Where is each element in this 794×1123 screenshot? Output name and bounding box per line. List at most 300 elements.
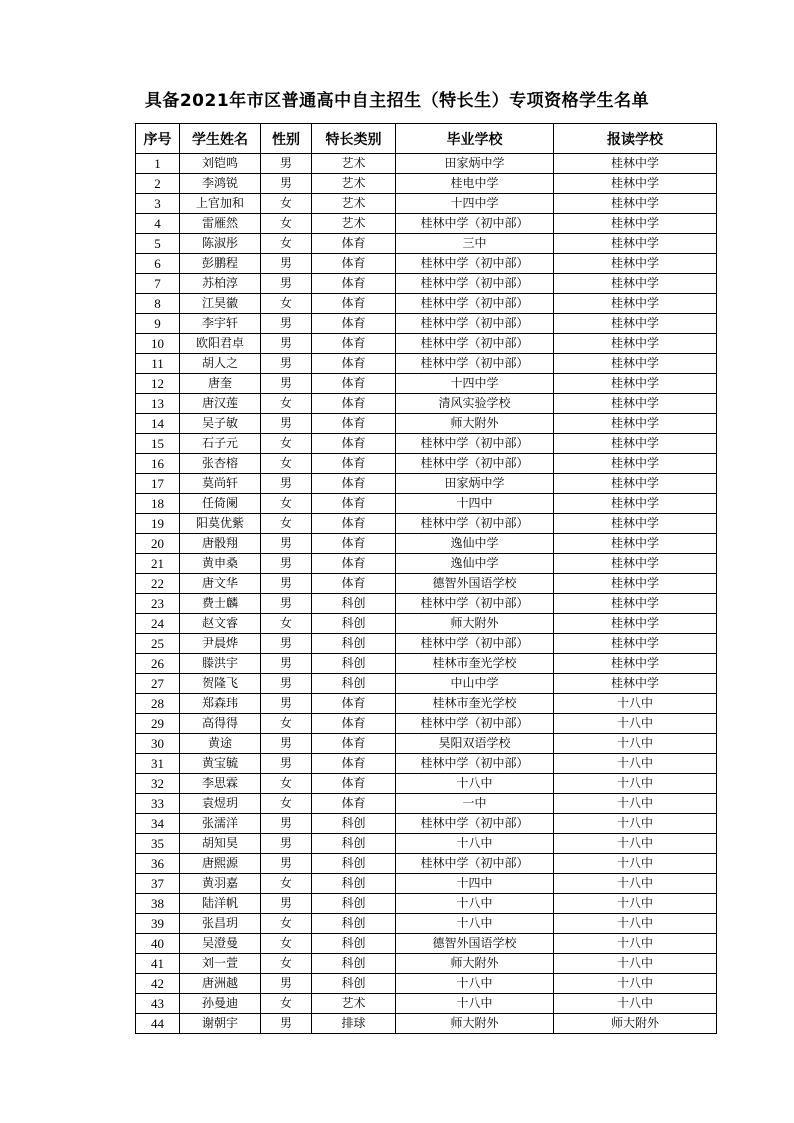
row-index-cell: 18 <box>136 494 180 514</box>
specialty-cell: 体育 <box>312 494 396 514</box>
applied-school-cell: 桂林中学 <box>554 174 717 194</box>
column-header-specialty: 特长类别 <box>312 124 396 154</box>
table-row <box>136 294 717 314</box>
gender-cell: 男 <box>261 814 312 834</box>
gender-cell: 女 <box>261 514 312 534</box>
applied-school-cell: 桂林中学 <box>554 614 717 634</box>
row-index-cell: 23 <box>136 594 180 614</box>
applied-school-cell: 十八中 <box>554 954 717 974</box>
specialty-cell: 体育 <box>312 734 396 754</box>
graduated-school-cell: 清风实验学校 <box>396 394 554 414</box>
gender-cell: 男 <box>261 414 312 434</box>
applied-school-cell: 十八中 <box>554 774 717 794</box>
applied-school-cell: 桂林中学 <box>554 274 717 294</box>
gender-cell: 女 <box>261 494 312 514</box>
table-row <box>136 974 717 994</box>
row-index-cell: 5 <box>136 234 180 254</box>
graduated-school-cell: 桂林中学（初中部） <box>396 594 554 614</box>
gender-cell: 男 <box>261 1014 312 1034</box>
gender-cell: 女 <box>261 794 312 814</box>
table-row <box>136 154 717 174</box>
graduated-school-cell: 师大附外 <box>396 614 554 634</box>
applied-school-cell: 桂林中学 <box>554 234 717 254</box>
graduated-school-cell: 昊阳双语学校 <box>396 734 554 754</box>
row-index-cell: 12 <box>136 374 180 394</box>
gender-cell: 男 <box>261 554 312 574</box>
gender-cell: 男 <box>261 354 312 374</box>
student-name-cell: 阳莫优紫 <box>180 514 261 534</box>
graduated-school-cell: 一中 <box>396 794 554 814</box>
row-index-cell: 16 <box>136 454 180 474</box>
applied-school-cell: 桂林中学 <box>554 494 717 514</box>
row-index-cell: 36 <box>136 854 180 874</box>
row-index-cell: 1 <box>136 154 180 174</box>
gender-cell: 女 <box>261 214 312 234</box>
specialty-cell: 科创 <box>312 594 396 614</box>
graduated-school-cell: 德智外国语学校 <box>396 934 554 954</box>
gender-cell: 女 <box>261 194 312 214</box>
table-row <box>136 774 717 794</box>
graduated-school-cell: 桂林中学（初中部） <box>396 754 554 774</box>
row-index-cell: 13 <box>136 394 180 414</box>
specialty-cell: 体育 <box>312 394 396 414</box>
student-name-cell: 胡人之 <box>180 354 261 374</box>
graduated-school-cell: 桂电中学 <box>396 174 554 194</box>
graduated-school-cell: 逸仙中学 <box>396 534 554 554</box>
student-name-cell: 唐熙源 <box>180 854 261 874</box>
table-row <box>136 674 717 694</box>
header-row <box>136 124 717 154</box>
applied-school-cell: 桂林中学 <box>554 534 717 554</box>
student-name-cell: 雷雁然 <box>180 214 261 234</box>
student-name-cell: 黄途 <box>180 734 261 754</box>
applied-school-cell: 桂林中学 <box>554 434 717 454</box>
applied-school-cell: 桂林中学 <box>554 314 717 334</box>
table-row <box>136 794 717 814</box>
student-name-cell: 上官加和 <box>180 194 261 214</box>
student-name-cell: 江昊徽 <box>180 294 261 314</box>
specialty-cell: 体育 <box>312 714 396 734</box>
gender-cell: 男 <box>261 834 312 854</box>
specialty-cell: 体育 <box>312 414 396 434</box>
specialty-cell: 体育 <box>312 454 396 474</box>
student-name-cell: 刘铠鸣 <box>180 154 261 174</box>
table-row <box>136 954 717 974</box>
table-row <box>136 914 717 934</box>
table-row <box>136 854 717 874</box>
graduated-school-cell: 十八中 <box>396 834 554 854</box>
applied-school-cell: 十八中 <box>554 874 717 894</box>
row-index-cell: 40 <box>136 934 180 954</box>
graduated-school-cell: 十四中学 <box>396 194 554 214</box>
applied-school-cell: 桂林中学 <box>554 554 717 574</box>
applied-school-cell: 十八中 <box>554 854 717 874</box>
row-index-cell: 26 <box>136 654 180 674</box>
table-row <box>136 874 717 894</box>
specialty-cell: 艺术 <box>312 174 396 194</box>
gender-cell: 女 <box>261 874 312 894</box>
student-name-cell: 李宇轩 <box>180 314 261 334</box>
specialty-cell: 体育 <box>312 554 396 574</box>
student-name-cell: 谢朝宇 <box>180 1014 261 1034</box>
specialty-cell: 体育 <box>312 334 396 354</box>
gender-cell: 男 <box>261 314 312 334</box>
student-name-cell: 吴澄曼 <box>180 934 261 954</box>
student-name-cell: 赵文睿 <box>180 614 261 634</box>
row-index-cell: 39 <box>136 914 180 934</box>
gender-cell: 男 <box>261 974 312 994</box>
specialty-cell: 体育 <box>312 794 396 814</box>
row-index-cell: 35 <box>136 834 180 854</box>
applied-school-cell: 十八中 <box>554 754 717 774</box>
table-row <box>136 454 717 474</box>
table-row <box>136 214 717 234</box>
graduated-school-cell: 十八中 <box>396 894 554 914</box>
gender-cell: 男 <box>261 654 312 674</box>
gender-cell: 男 <box>261 534 312 554</box>
specialty-cell: 体育 <box>312 294 396 314</box>
graduated-school-cell: 十四中 <box>396 494 554 514</box>
graduated-school-cell: 中山中学 <box>396 674 554 694</box>
applied-school-cell: 桂林中学 <box>554 634 717 654</box>
student-name-cell: 唐奎 <box>180 374 261 394</box>
table-row <box>136 334 717 354</box>
row-index-cell: 25 <box>136 634 180 654</box>
student-name-cell: 陈淑彤 <box>180 234 261 254</box>
column-header-index: 序号 <box>136 124 180 154</box>
table-row <box>136 834 717 854</box>
student-name-cell: 唐文华 <box>180 574 261 594</box>
specialty-cell: 科创 <box>312 654 396 674</box>
table-row <box>136 354 717 374</box>
specialty-cell: 体育 <box>312 754 396 774</box>
graduated-school-cell: 三中 <box>396 234 554 254</box>
specialty-cell: 体育 <box>312 774 396 794</box>
student-name-cell: 陆洋帆 <box>180 894 261 914</box>
student-name-cell: 石子元 <box>180 434 261 454</box>
specialty-cell: 体育 <box>312 374 396 394</box>
table-row <box>136 274 717 294</box>
specialty-cell: 科创 <box>312 634 396 654</box>
applied-school-cell: 桂林中学 <box>554 334 717 354</box>
applied-school-cell: 桂林中学 <box>554 654 717 674</box>
applied-school-cell: 桂林中学 <box>554 214 717 234</box>
specialty-cell: 艺术 <box>312 154 396 174</box>
row-index-cell: 43 <box>136 994 180 1014</box>
student-name-cell: 唐洲越 <box>180 974 261 994</box>
graduated-school-cell: 桂林中学（初中部） <box>396 274 554 294</box>
graduated-school-cell: 桂林中学（初中部） <box>396 334 554 354</box>
row-index-cell: 31 <box>136 754 180 774</box>
table-row <box>136 374 717 394</box>
row-index-cell: 33 <box>136 794 180 814</box>
graduated-school-cell: 田家炳中学 <box>396 474 554 494</box>
row-index-cell: 2 <box>136 174 180 194</box>
graduated-school-cell: 桂林市奎光学校 <box>396 654 554 674</box>
applied-school-cell: 十八中 <box>554 934 717 954</box>
gender-cell: 女 <box>261 454 312 474</box>
gender-cell: 女 <box>261 614 312 634</box>
column-header-applied-school: 报读学校 <box>554 124 717 154</box>
column-header-gender: 性别 <box>261 124 312 154</box>
graduated-school-cell: 桂林中学（初中部） <box>396 294 554 314</box>
table-row <box>136 514 717 534</box>
table-row <box>136 474 717 494</box>
table-row <box>136 654 717 674</box>
applied-school-cell: 桂林中学 <box>554 154 717 174</box>
table-row <box>136 814 717 834</box>
gender-cell: 男 <box>261 694 312 714</box>
specialty-cell: 艺术 <box>312 994 396 1014</box>
table-row <box>136 754 717 774</box>
gender-cell: 男 <box>261 334 312 354</box>
student-name-cell: 郑森玮 <box>180 694 261 714</box>
graduated-school-cell: 桂林中学（初中部） <box>396 634 554 654</box>
table-row <box>136 554 717 574</box>
table-row <box>136 714 717 734</box>
applied-school-cell: 十八中 <box>554 794 717 814</box>
table-row <box>136 994 717 1014</box>
applied-school-cell: 桂林中学 <box>554 354 717 374</box>
specialty-cell: 排球 <box>312 1014 396 1034</box>
table-row <box>136 594 717 614</box>
table-row <box>136 194 717 214</box>
gender-cell: 女 <box>261 234 312 254</box>
student-name-cell: 吴子敏 <box>180 414 261 434</box>
applied-school-cell: 十八中 <box>554 714 717 734</box>
graduated-school-cell: 十八中 <box>396 994 554 1014</box>
gender-cell: 男 <box>261 254 312 274</box>
specialty-cell: 体育 <box>312 434 396 454</box>
specialty-cell: 科创 <box>312 854 396 874</box>
row-index-cell: 24 <box>136 614 180 634</box>
specialty-cell: 艺术 <box>312 194 396 214</box>
row-index-cell: 30 <box>136 734 180 754</box>
graduated-school-cell: 桂林中学（初中部） <box>396 314 554 334</box>
row-index-cell: 41 <box>136 954 180 974</box>
specialty-cell: 科创 <box>312 874 396 894</box>
table-row <box>136 894 717 914</box>
graduated-school-cell: 十八中 <box>396 914 554 934</box>
row-index-cell: 11 <box>136 354 180 374</box>
table-row <box>136 734 717 754</box>
applied-school-cell: 十八中 <box>554 834 717 854</box>
student-name-cell: 袁煜玥 <box>180 794 261 814</box>
column-header-graduated-school: 毕业学校 <box>396 124 554 154</box>
student-name-cell: 李思霖 <box>180 774 261 794</box>
table-row <box>136 394 717 414</box>
graduated-school-cell: 德智外国语学校 <box>396 574 554 594</box>
row-index-cell: 42 <box>136 974 180 994</box>
applied-school-cell: 桂林中学 <box>554 454 717 474</box>
student-name-cell: 莫尚轩 <box>180 474 261 494</box>
student-name-cell: 张杏榕 <box>180 454 261 474</box>
specialty-cell: 体育 <box>312 574 396 594</box>
applied-school-cell: 十八中 <box>554 994 717 1014</box>
applied-school-cell: 桂林中学 <box>554 674 717 694</box>
applied-school-cell: 十八中 <box>554 734 717 754</box>
specialty-cell: 体育 <box>312 354 396 374</box>
gender-cell: 女 <box>261 394 312 414</box>
student-name-cell: 黄申桑 <box>180 554 261 574</box>
row-index-cell: 27 <box>136 674 180 694</box>
specialty-cell: 科创 <box>312 974 396 994</box>
row-index-cell: 20 <box>136 534 180 554</box>
table-row <box>136 434 717 454</box>
graduated-school-cell: 逸仙中学 <box>396 554 554 574</box>
applied-school-cell: 十八中 <box>554 814 717 834</box>
row-index-cell: 44 <box>136 1014 180 1034</box>
row-index-cell: 6 <box>136 254 180 274</box>
graduated-school-cell: 桂林中学（初中部） <box>396 454 554 474</box>
applied-school-cell: 桂林中学 <box>554 394 717 414</box>
table-row <box>136 534 717 554</box>
specialty-cell: 体育 <box>312 254 396 274</box>
student-name-cell: 黄宝毓 <box>180 754 261 774</box>
table-row <box>136 934 717 954</box>
applied-school-cell: 桂林中学 <box>554 414 717 434</box>
applied-school-cell: 桂林中学 <box>554 254 717 274</box>
row-index-cell: 9 <box>136 314 180 334</box>
applied-school-cell: 桂林中学 <box>554 474 717 494</box>
row-index-cell: 3 <box>136 194 180 214</box>
gender-cell: 男 <box>261 154 312 174</box>
gender-cell: 女 <box>261 994 312 1014</box>
row-index-cell: 29 <box>136 714 180 734</box>
student-name-cell: 黄羽嘉 <box>180 874 261 894</box>
row-index-cell: 32 <box>136 774 180 794</box>
gender-cell: 女 <box>261 954 312 974</box>
row-index-cell: 14 <box>136 414 180 434</box>
student-name-cell: 唐汉莲 <box>180 394 261 414</box>
gender-cell: 女 <box>261 294 312 314</box>
gender-cell: 男 <box>261 854 312 874</box>
student-name-cell: 张昌玥 <box>180 914 261 934</box>
gender-cell: 男 <box>261 174 312 194</box>
graduated-school-cell: 桂林中学（初中部） <box>396 814 554 834</box>
table-row <box>136 254 717 274</box>
student-name-cell: 欧阳君卓 <box>180 334 261 354</box>
specialty-cell: 体育 <box>312 234 396 254</box>
row-index-cell: 21 <box>136 554 180 574</box>
graduated-school-cell: 师大附外 <box>396 1014 554 1034</box>
table-row <box>136 574 717 594</box>
specialty-cell: 体育 <box>312 274 396 294</box>
specialty-cell: 体育 <box>312 514 396 534</box>
student-name-cell: 苏柏淳 <box>180 274 261 294</box>
table-row <box>136 174 717 194</box>
row-index-cell: 7 <box>136 274 180 294</box>
gender-cell: 男 <box>261 374 312 394</box>
specialty-cell: 科创 <box>312 614 396 634</box>
graduated-school-cell: 桂林中学（初中部） <box>396 714 554 734</box>
row-index-cell: 28 <box>136 694 180 714</box>
applied-school-cell: 桂林中学 <box>554 574 717 594</box>
row-index-cell: 22 <box>136 574 180 594</box>
student-name-cell: 李鸿锐 <box>180 174 261 194</box>
specialty-cell: 科创 <box>312 834 396 854</box>
gender-cell: 男 <box>261 754 312 774</box>
table-row <box>136 634 717 654</box>
row-index-cell: 37 <box>136 874 180 894</box>
gender-cell: 男 <box>261 894 312 914</box>
row-index-cell: 15 <box>136 434 180 454</box>
applied-school-cell: 桂林中学 <box>554 374 717 394</box>
graduated-school-cell: 桂林中学（初中部） <box>396 854 554 874</box>
graduated-school-cell: 桂林中学（初中部） <box>396 354 554 374</box>
graduated-school-cell: 师大附外 <box>396 414 554 434</box>
graduated-school-cell: 桂林市奎光学校 <box>396 694 554 714</box>
table-row <box>136 1014 717 1034</box>
gender-cell: 女 <box>261 914 312 934</box>
specialty-cell: 科创 <box>312 894 396 914</box>
applied-school-cell: 十八中 <box>554 974 717 994</box>
table-body <box>136 154 717 1034</box>
student-name-cell: 滕洪宇 <box>180 654 261 674</box>
student-name-cell: 贺隆飞 <box>180 674 261 694</box>
graduated-school-cell: 十八中 <box>396 974 554 994</box>
applied-school-cell: 十八中 <box>554 914 717 934</box>
table-row <box>136 694 717 714</box>
gender-cell: 女 <box>261 714 312 734</box>
gender-cell: 男 <box>261 674 312 694</box>
specialty-cell: 体育 <box>312 694 396 714</box>
student-name-cell: 刘一萱 <box>180 954 261 974</box>
gender-cell: 女 <box>261 774 312 794</box>
applied-school-cell: 十八中 <box>554 694 717 714</box>
specialty-cell: 体育 <box>312 314 396 334</box>
applied-school-cell: 桂林中学 <box>554 294 717 314</box>
document-title: 具备2021年市区普通高中自主招生（特长生）专项资格学生名单 <box>144 91 650 111</box>
graduated-school-cell: 十四中 <box>396 874 554 894</box>
specialty-cell: 科创 <box>312 674 396 694</box>
table-row <box>136 494 717 514</box>
graduated-school-cell: 桂林中学（初中部） <box>396 514 554 534</box>
table-row <box>136 314 717 334</box>
gender-cell: 女 <box>261 934 312 954</box>
gender-cell: 男 <box>261 474 312 494</box>
graduated-school-cell: 桂林中学（初中部） <box>396 434 554 454</box>
student-name-cell: 孙曼迪 <box>180 994 261 1014</box>
student-name-cell: 任倚阑 <box>180 494 261 514</box>
specialty-cell: 科创 <box>312 814 396 834</box>
row-index-cell: 4 <box>136 214 180 234</box>
gender-cell: 男 <box>261 634 312 654</box>
graduated-school-cell: 桂林中学（初中部） <box>396 254 554 274</box>
student-name-cell: 唐骰翔 <box>180 534 261 554</box>
row-index-cell: 8 <box>136 294 180 314</box>
student-name-cell: 尹晨烨 <box>180 634 261 654</box>
table-row <box>136 614 717 634</box>
applied-school-cell: 桂林中学 <box>554 514 717 534</box>
row-index-cell: 38 <box>136 894 180 914</box>
student-name-cell: 彭鹏程 <box>180 254 261 274</box>
graduated-school-cell: 十四中学 <box>396 374 554 394</box>
gender-cell: 女 <box>261 434 312 454</box>
graduated-school-cell: 田家炳中学 <box>396 154 554 174</box>
student-name-cell: 胡知昊 <box>180 834 261 854</box>
student-name-cell: 费士麟 <box>180 594 261 614</box>
specialty-cell: 体育 <box>312 534 396 554</box>
applied-school-cell: 桂林中学 <box>554 594 717 614</box>
gender-cell: 男 <box>261 274 312 294</box>
graduated-school-cell: 十八中 <box>396 774 554 794</box>
row-index-cell: 34 <box>136 814 180 834</box>
applied-school-cell: 师大附外 <box>554 1014 717 1034</box>
row-index-cell: 17 <box>136 474 180 494</box>
graduated-school-cell: 桂林中学（初中部） <box>396 214 554 234</box>
specialty-cell: 艺术 <box>312 214 396 234</box>
